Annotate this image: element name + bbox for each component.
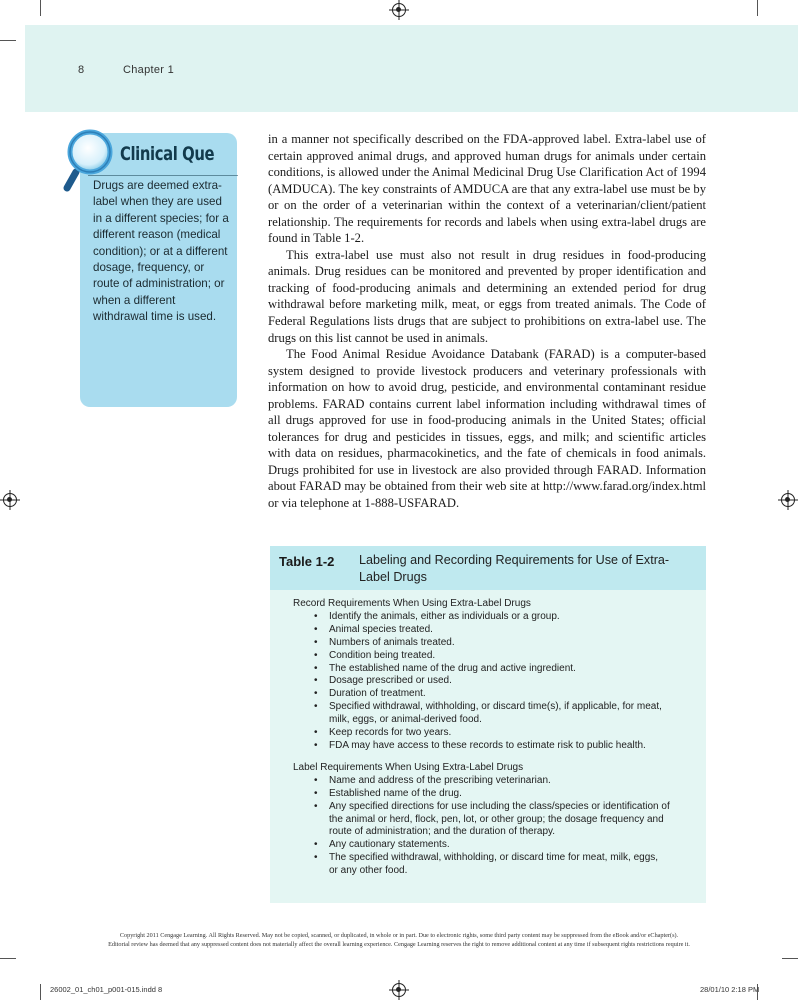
body-text	[268, 131, 706, 512]
list-item: • Any specified directions for use including the class/species or identification of the animal or herd, flock, pen, lot, or other group; the dosage frequency and route of administration; and the duration of therapy.	[329, 801, 674, 840]
list-item: • Numbers of animals treated.	[329, 637, 693, 650]
list-item: • The established name of the drug and active ingredient.	[329, 663, 693, 676]
list-item: • Any cautionary statements.	[329, 839, 693, 852]
list-item: • Established name of the drug.	[329, 788, 693, 801]
requirements-list	[329, 611, 693, 753]
list-item: • Animal species treated.	[329, 624, 693, 637]
paragraph: The Food Animal Residue Avoidance Databank (FARAD) is a computer-based system designed to provide livestock producers and veterinary professionals with information on how to avoid drug, pesticide, and environmental contaminant residue problems. FARAD contains current label information including withdrawal times of all drugs approved for use in food-producing animals in the United States; official tolerances for drug and pesticides in tissues, eggs, and milk; and scientific articles with data on residues, pharmacokinetics, and the fate of chemicals in food animals. Drugs prohibited for use in livestock are also provided through FARAD. Information about FARAD may be obtained from their web site at http://www.farad.org/index.html or via telephone at 1-888-USFARAD.	[268, 347, 706, 511]
crop-mark	[782, 958, 798, 959]
crop-mark	[40, 984, 41, 1000]
crop-mark	[40, 0, 41, 16]
chapter-label: Chapter 1	[123, 64, 175, 76]
section-heading: Record Requirements When Using Extra-Label Drugs	[293, 598, 531, 609]
copyright-line: Editorial review has deemed that any suppressed content does not materially affect the overall learning experience. Cengage Learning reserves the right to remove additional content at any time if subsequent rights restrictions require it.	[108, 941, 690, 948]
page-number: 8	[78, 64, 85, 76]
paragraph: in a manner not specifically described on the FDA-approved label. Extra-label use of certain approved animal drugs, and approved human drugs for animals under certain conditions, is allowed under the Animal Medicinal Drug Use Clarification Act of 1994 (AMDUCA). The key constraints of AMDUCA are that any extra-label use must be by or on the order of a veterinarian within the context of a veterinarian/client/patient relationship. The requirements for records and labels when using extra-label drugs are found in Table 1-2.	[268, 132, 706, 246]
list-item: • The specified withdrawal, withholding, or discard time for meat, milk, eggs, or any other food.	[329, 852, 664, 878]
crop-mark	[757, 0, 758, 16]
crop-mark	[0, 40, 16, 41]
list-item: • Dosage prescribed or used.	[329, 675, 693, 688]
list-item: • Name and address of the prescribing veterinarian.	[329, 775, 693, 788]
list-item: • Identify the animals, either as individuals or a group.	[329, 611, 693, 624]
table-1-2	[270, 546, 706, 903]
registration-mark-icon	[781, 493, 795, 507]
clinical-box-text: Drugs are deemed extra-label when they are used in a different species; for a different reason (medical condition); or at a different dosage, frequency, or route of administration; or when a different withdrawal time is used.	[93, 179, 229, 324]
copyright-notice	[20, 931, 778, 949]
table-body	[293, 598, 693, 878]
divider	[88, 175, 238, 176]
requirements-list	[329, 775, 693, 878]
file-slug: 26002_01_ch01_p001-015.indd 8	[50, 985, 163, 994]
list-item: • Keep records for two years.	[329, 727, 693, 740]
paragraph: This extra-label use must also not result in drug residues in food-producing animals. Drug residues can be monitored and prevented by proper identification and tracking of food-producing animals and determining an extended period for drug withdrawal before marketing milk, meat, or eggs from treated animals. The Code of Federal Regulations lists drugs that are subject to prohibitions on extra-label use. The drugs on this list cannot be used in animals.	[268, 247, 706, 345]
date-slug: 28/01/10 2:18 PM	[700, 985, 760, 994]
clinical-box-title: Clinical Que	[120, 143, 215, 165]
list-item: • FDA may have access to these records to estimate risk to public health.	[329, 740, 693, 753]
registration-mark-icon	[392, 983, 406, 997]
list-item: • Condition being treated.	[329, 650, 693, 663]
table-header	[270, 546, 706, 590]
list-item: • Duration of treatment.	[329, 688, 693, 701]
crop-mark	[0, 958, 16, 959]
table-label: Table 1-2	[279, 554, 335, 569]
copyright-line: Copyright 2011 Cengage Learning. All Rights Reserved. May not be copied, scanned, or duplicated, in whole or in part. Due to electronic rights, some third party content may be suppressed from the eBook and/or eChapter(s).	[119, 932, 679, 939]
table-title: Labeling and Recording Requirements for Use of Extra-Label Drugs	[359, 553, 670, 584]
section-heading: Label Requirements When Using Extra-Label Drugs	[293, 761, 524, 773]
list-item: • Specified withdrawal, withholding, or discard time(s), if applicable, for meat, milk, eggs, or animal-derived food.	[329, 701, 664, 727]
registration-mark-icon	[392, 3, 406, 17]
registration-mark-icon	[3, 493, 17, 507]
